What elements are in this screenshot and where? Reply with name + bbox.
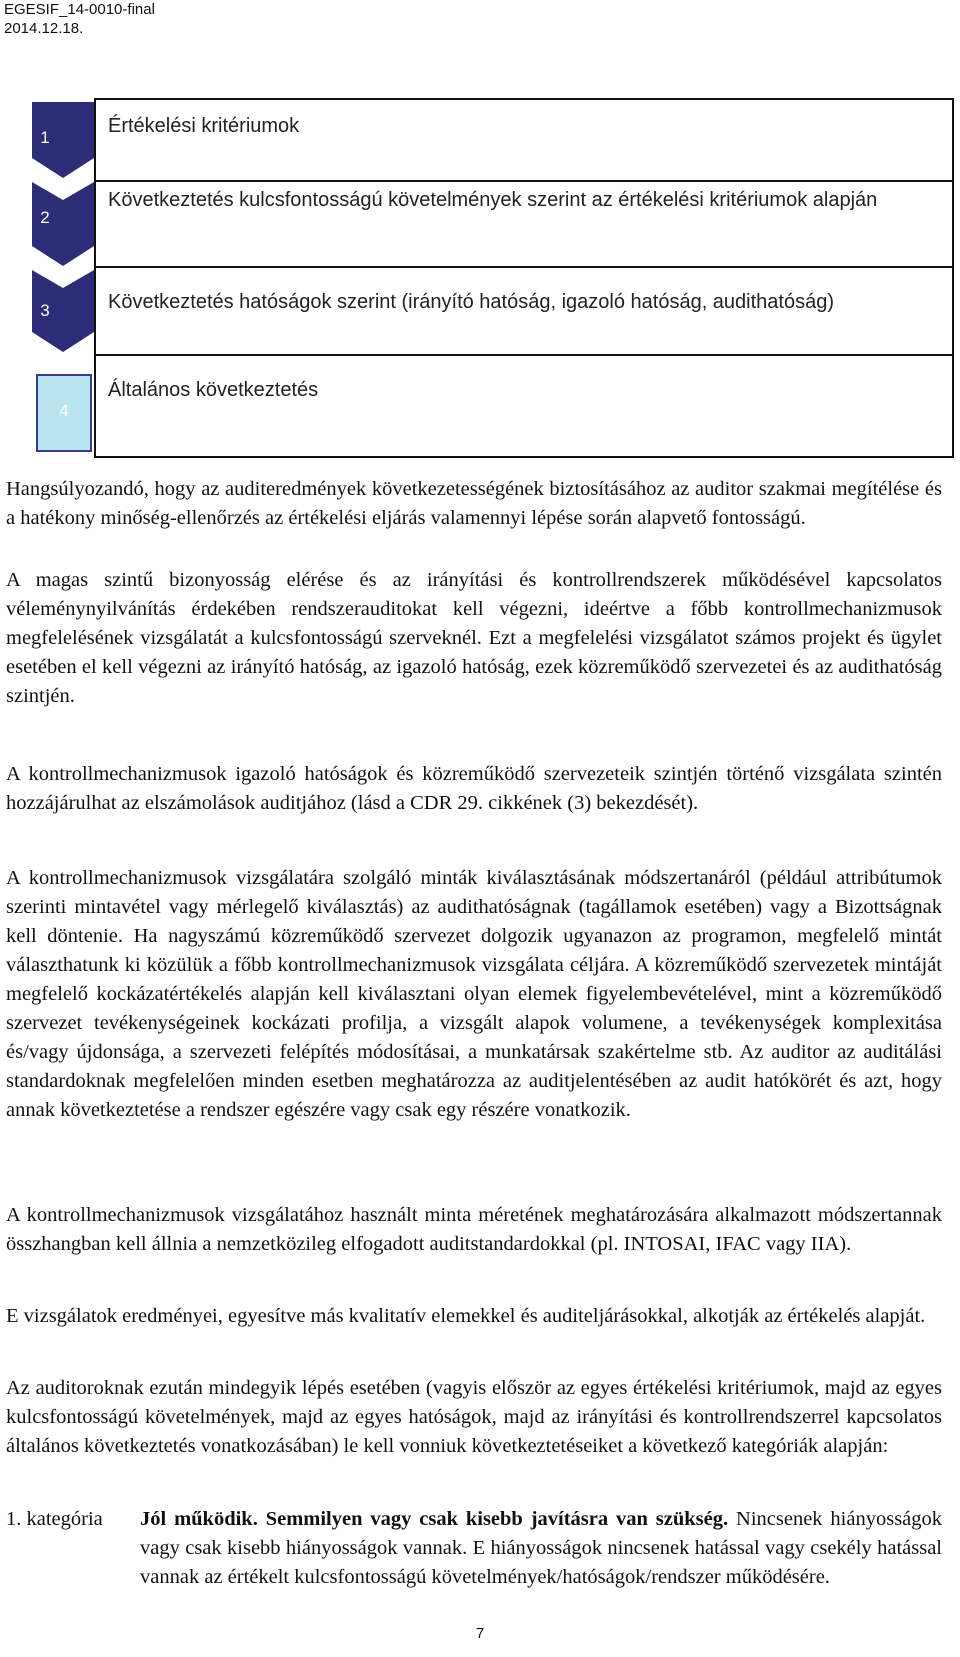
- document-date: 2014.12.18.: [4, 20, 84, 37]
- step-text-1: Értékelési kritériumok: [108, 115, 300, 137]
- paragraph-5: A kontrollmechanizmusok vizsgálatához használt minta méretének meghatározására alkalmazott módszertannak összhangban kell állnia a nemzetközileg elfogadott auditstandardokkal (pl. INTOSAI, IFAC vagy IIA).: [6, 1204, 942, 1255]
- paragraph-7: Az auditoroknak ezután mindegyik lépés esetében (vagyis először az egyes értékelési kritériumok, majd az egyes kulcsfontosságú követelmények, majd az egyes hatóságok, majd az irányítási és kontrollrendszerrel kapcsolatos általános következtetés vonatkozásában) le kell vonniuk következtetéseiket a következő kategóriák alapján:: [6, 1377, 942, 1457]
- step-row-3: [94, 266, 954, 356]
- category-text: Nincsenek hiányosságok vagy csak kisebb hiányosságok vannak. E hiányosságok nincsenek hatással vagy csekély hatással vannak az értékelt kulcsfontosságú követelmények/hatóságok/rendszer működésére.: [140, 1508, 943, 1588]
- paragraph-2: A magas szintű bizonyosság elérése és az irányítási és kontrollrendszerek működésével kapcsolatos véleménynyilvánítás érdekében rendszerauditokat kell végezni, ideértve a főbb kontrollmechanizmusok megfelelésének vizsgálatát a kulcsfontosságú szerveknél. Ezt a megfelelési vizsgálatot számos projekt és ügylet esetében el kell végezni az irányító hatóság, az igazoló hatóság, ezek közreműködő szervezetei és az audithatóság szintjén.: [6, 569, 942, 707]
- step-text-4: Általános következtetés: [108, 379, 319, 401]
- step-row-4: [94, 354, 954, 458]
- step-text-2: Következtetés kulcsfontosságú követelmények szerint az értékelési kritériumok alapján: [108, 189, 878, 211]
- step-row-2: [94, 180, 954, 268]
- step-number-2: 2: [40, 208, 50, 227]
- step-text-3: Következtetés hatóságok szerint (irányító hatóság, igazoló hatóság, audithatóság): [108, 291, 835, 313]
- step-number-4: 4: [59, 401, 69, 420]
- document-id: EGESIF_14-0010-final: [4, 1, 155, 18]
- paragraph-6: E vizsgálatok eredményei, egyesítve más kvalitatív elemekkel és auditeljárásokkal, alkotják az értékelés alapját.: [6, 1305, 926, 1327]
- step-number-3: 3: [40, 301, 50, 320]
- paragraph-3: A kontrollmechanizmusok igazoló hatóságok és közreműködő szervezeteik szintjén történő vizsgálata szintén hozzájárulhat az elszámolások auditjához (lásd a CDR 29. cikkének (3) bekezdését).: [6, 763, 942, 814]
- steps-diagram: [0, 0, 960, 460]
- category-title: Jól működik. Semmilyen vagy csak kisebb javításra van szükség.: [140, 1508, 729, 1530]
- step-row-1: [94, 98, 954, 182]
- paragraph-1: Hangsúlyozandó, hogy az auditeredmények következetességének biztosításához az auditor szakmai megítélése és a hatékony minőség-ellenőrzés az értékelési eljárás valamennyi lépése során alapvető fontosságú.: [6, 478, 942, 529]
- category-label: 1. kategória: [6, 1508, 103, 1530]
- paragraph-4: A kontrollmechanizmusok vizsgálatára szolgáló minták kiválasztásának módszertanáról (például attribútumok szerinti mintavétel vagy mérlegelő kiválasztás) az audithatóságnak (tagállamok esetében) vagy a Bizottságnak kell döntenie. Ha nagyszámú közreműködő szervezet dolgozik ugyanazon az programon, megfelelő mintát választhatunk ki közülük a főbb kontrollmechanizmusok vizsgálata céljára. A közreműködő szervezetek mintáját megfelelő kockázatértékelés alapján kell kiválasztani olyan elemek figyelembevételével, mint a közreműködő szervezet tevékenységeinek kockázati profilja, a vizsgált alapok volumene, a tevékenységek komplexitása és/vagy újdonsága, a szervezeti felépítés módosításai, a munkatársak szakértelme stb. Az auditor az auditálási standardoknak megfelelően minden esetben meghatározza az auditjelentésében az audit hatókörét és azt, hogy annak következtetése a rendszer egészére vagy csak egy részére vonatkozik.: [6, 867, 942, 1121]
- step-4-box-icon: [36, 374, 92, 452]
- category-body: [140, 1505, 942, 1592]
- step-number-1: 1: [40, 128, 50, 147]
- page-number: 7: [475, 1625, 485, 1642]
